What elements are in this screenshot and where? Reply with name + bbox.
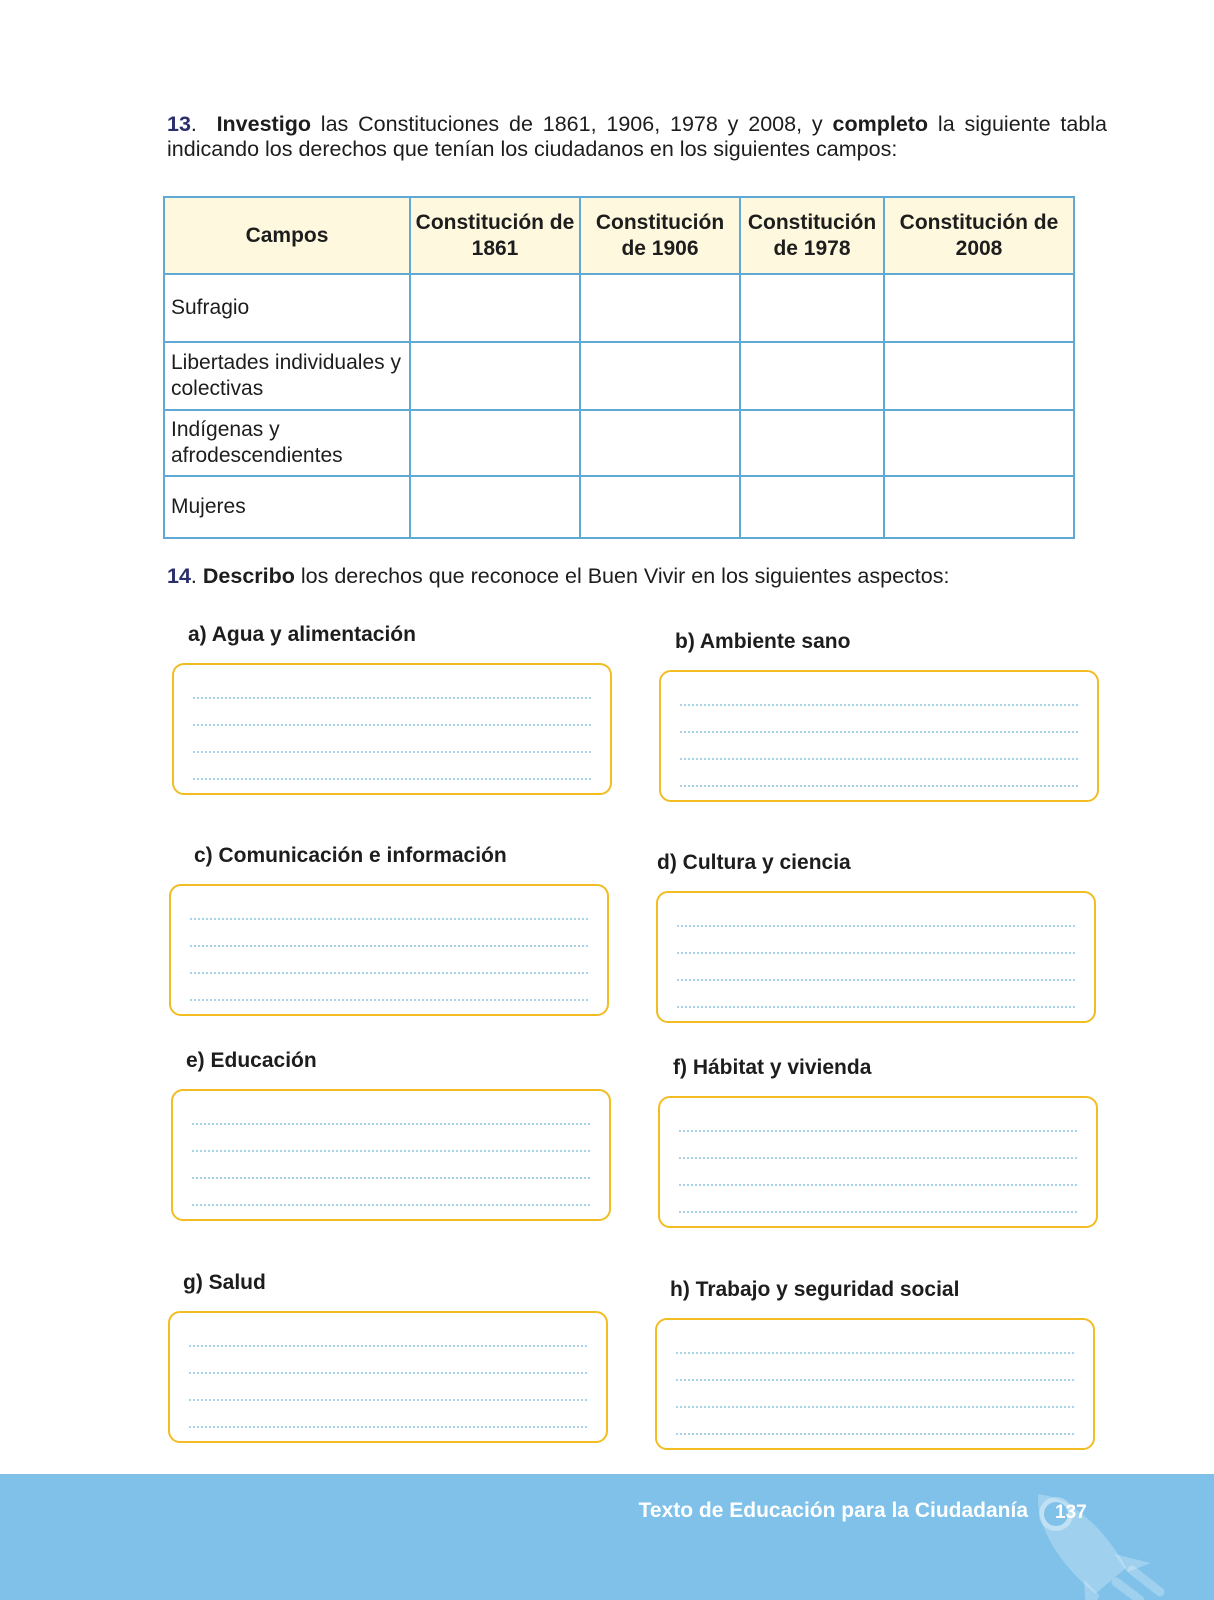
question-14-instruction: 14. Describo los derechos que reconoce el Buen Vivir en los siguientes aspectos:	[167, 564, 950, 588]
table-header-cell: Constitución de 2008	[884, 197, 1074, 274]
answer-cell[interactable]	[580, 342, 740, 410]
answer-cell[interactable]	[580, 274, 740, 342]
answer-box-health[interactable]	[168, 1311, 608, 1443]
box-title-healthy-environment: b) Ambiente sano	[675, 630, 851, 653]
table-row	[164, 410, 1074, 476]
constitutions-table	[163, 196, 1075, 539]
instruction-text: las Constituciones de 1861, 1906, 1978 y 2008, y	[310, 112, 833, 136]
box-title-culture-science: d) Cultura y ciencia	[657, 851, 851, 874]
answer-cell[interactable]	[580, 476, 740, 538]
instruction-text: la siguiente tabla indicando los derechos que tenían los ciudadanos en los siguientes campos:	[167, 112, 1108, 161]
answer-cell[interactable]	[884, 342, 1074, 410]
question-number: 13	[167, 112, 191, 136]
book-title: Texto de Educación para la Ciudadanía	[638, 1499, 1028, 1522]
answer-cell[interactable]	[884, 274, 1074, 342]
question-13-instruction: 13. Investigo las Constituciones de 1861, 1906, 1978 y 2008, y completo la siguiente tabla indicando los derechos que tenían los ciudadanos en los siguientes campos:	[167, 112, 1108, 161]
box-title-water-food: a) Agua y alimentación	[188, 623, 416, 646]
box-title-communication: c) Comunicación e información	[194, 844, 507, 867]
answer-box-housing[interactable]	[658, 1096, 1098, 1228]
page-footer	[0, 1474, 1214, 1600]
table-row	[164, 476, 1074, 538]
box-title-housing: f) Hábitat y vivienda	[673, 1056, 872, 1079]
answer-cell[interactable]	[884, 476, 1074, 538]
answer-cell[interactable]	[740, 476, 884, 538]
answer-box-communication[interactable]	[169, 884, 609, 1016]
table-row	[164, 274, 1074, 342]
box-title-work-social-security: h) Trabajo y seguridad social	[670, 1278, 960, 1301]
instruction-text: los derechos que reconoce el Buen Vivir en los siguientes aspectos:	[294, 564, 950, 588]
table-header-cell: Campos	[164, 197, 410, 274]
answer-box-water-food[interactable]	[172, 663, 612, 795]
box-title-health: g) Salud	[183, 1271, 266, 1294]
table-header-row	[164, 197, 1074, 274]
question-number: 14	[167, 564, 191, 588]
instruction-verb: Investigo	[216, 112, 311, 136]
table-row	[164, 342, 1074, 410]
answer-cell[interactable]	[410, 274, 580, 342]
row-label: Sufragio	[164, 274, 410, 342]
page-number: 137	[1055, 1502, 1087, 1523]
rocket-icon	[1020, 1474, 1214, 1600]
answer-cell[interactable]	[740, 342, 884, 410]
answer-cell[interactable]	[740, 274, 884, 342]
table-header-cell: Constitución de 1978	[740, 197, 884, 274]
table-header-cell: Constitución de 1861	[410, 197, 580, 274]
answer-cell[interactable]	[740, 410, 884, 476]
answer-box-healthy-environment[interactable]	[659, 670, 1099, 802]
row-label: Mujeres	[164, 476, 410, 538]
instruction-verb: completo	[832, 112, 929, 136]
table-header-cell: Constitución de 1906	[580, 197, 740, 274]
answer-box-education[interactable]	[171, 1089, 611, 1221]
answer-box-work-social-security[interactable]	[655, 1318, 1095, 1450]
answer-cell[interactable]	[580, 410, 740, 476]
answer-cell[interactable]	[410, 476, 580, 538]
answer-cell[interactable]	[410, 410, 580, 476]
row-label: Libertades individuales y colectivas	[164, 342, 410, 410]
answer-cell[interactable]	[884, 410, 1074, 476]
instruction-verb: Describo	[202, 564, 295, 588]
answer-cell[interactable]	[410, 342, 580, 410]
answer-box-culture-science[interactable]	[656, 891, 1096, 1023]
row-label: Indígenas y afrodescendientes	[164, 410, 410, 476]
box-title-education: e) Educación	[186, 1049, 317, 1072]
